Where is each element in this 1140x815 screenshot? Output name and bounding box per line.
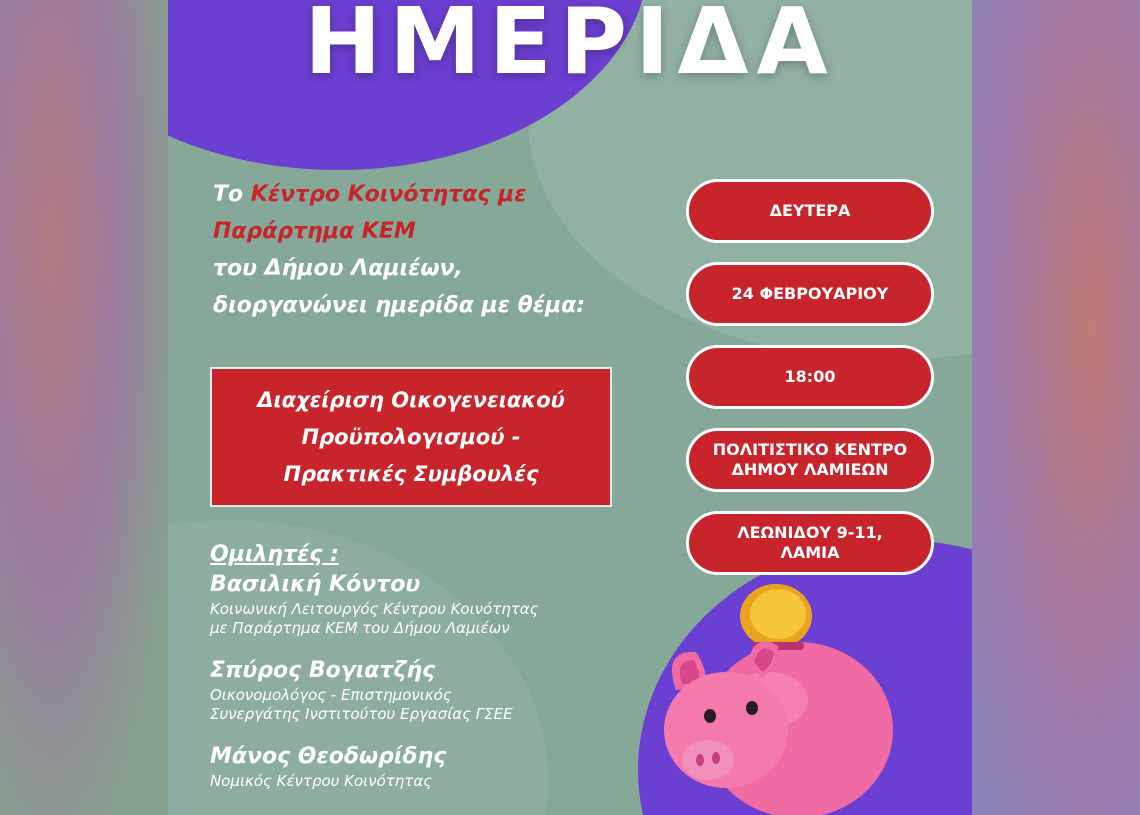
event-details	[686, 179, 934, 594]
piggy-bank-with-coin-icon	[648, 580, 908, 815]
intro-text	[213, 176, 653, 324]
address-line: ΛΑΜΙΑ	[780, 543, 840, 562]
time-badge	[686, 345, 934, 409]
topic-box	[210, 367, 612, 507]
venue-line: ΠΟΛΙΤΙΣΤΙΚΟ ΚΕΝΤΡΟ	[712, 440, 908, 459]
municipality-line: του Δήμου Λαμιέων,	[213, 256, 463, 281]
speakers-section	[210, 540, 630, 791]
day-badge	[686, 179, 934, 243]
speaker-role: Κοινωνική Λειτουργός Κέντρου Κοινότητας	[210, 600, 539, 618]
address-badge	[686, 511, 934, 575]
date-badge	[686, 262, 934, 326]
speaker-role: με Παράρτημα ΚΕΜ του Δήμου Λαμιέων	[210, 619, 510, 637]
address-line: ΛΕΩΝΙΔΟΥ 9-11,	[737, 523, 883, 542]
date-text: 24 ΦΕΒΡΟΥΑΡΙΟΥ	[731, 284, 889, 303]
intro-prefix: Το	[213, 182, 251, 207]
day-text: ΔΕΥΤΕΡΑ	[769, 201, 851, 220]
speaker-role: Συνεργάτης Ινστιτούτου Εργασίας ΓΣΕΕ	[210, 705, 513, 723]
time-text: 18:00	[784, 367, 836, 386]
topic-line: Πρακτικές Συμβουλές	[283, 461, 539, 486]
organizer-name: Κέντρο Κοινότητας με	[250, 182, 527, 207]
organizer-name-line2: Παράρτημα ΚΕΜ	[213, 219, 416, 244]
topic-line: Διαχείριση Οικογενειακού	[257, 387, 565, 412]
blurred-background-right	[972, 0, 1140, 815]
speaker-role: Οικονομολόγος - Επιστημονικός	[210, 686, 452, 704]
venue-badge	[686, 428, 934, 492]
topic-intro-line: διοργανώνει ημερίδα με θέμα:	[213, 293, 586, 318]
topic-line: Προϋπολογισμού -	[301, 424, 521, 449]
speaker-name: Μάνος Θεοδωρίδης	[210, 744, 447, 769]
speaker-role: Νομικός Κέντρου Κοινότητας	[210, 772, 433, 790]
speaker-name: Βασιλική Κόντου	[210, 572, 421, 597]
venue-line: ΔΗΜΟΥ ΛΑΜΙΕΩΝ	[731, 460, 889, 479]
blurred-background-left	[0, 0, 168, 815]
poster-title: ΗΜΕΡΙΔΑ	[304, 0, 836, 95]
speakers-label: Ομιλητές :	[210, 542, 339, 567]
event-poster	[168, 0, 972, 815]
speaker-name: Σπύρος Βογιατζής	[210, 658, 436, 683]
